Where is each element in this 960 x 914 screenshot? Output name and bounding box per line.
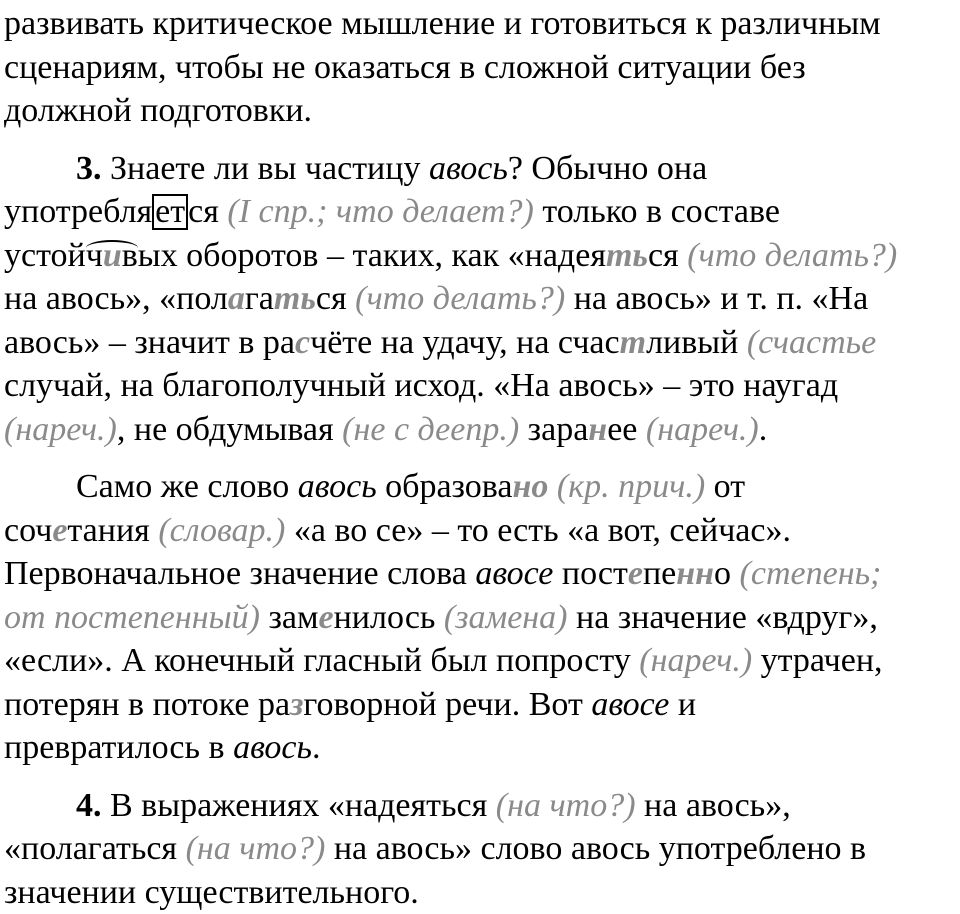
text: от xyxy=(705,468,745,505)
text: должной подготовки. xyxy=(4,92,312,129)
text-line xyxy=(4,277,960,321)
annotation: (степень; xyxy=(740,555,882,592)
annotation: (I спр.; что делает?) xyxy=(227,193,533,230)
text-line xyxy=(4,596,960,640)
highlighted-letter: ть xyxy=(606,237,648,274)
item-number: 4. xyxy=(76,787,102,824)
text-line xyxy=(4,784,960,828)
text-line xyxy=(4,364,960,408)
annotation: (что делать?) xyxy=(687,237,897,274)
text: утрачен, xyxy=(752,642,882,679)
text-line xyxy=(4,2,960,46)
text: на значение «вдруг», xyxy=(568,599,878,636)
annotation: (нареч.) xyxy=(4,411,117,448)
text-line xyxy=(4,509,960,553)
text: чёте на удачу, на счас xyxy=(310,324,620,361)
text: на авось» и т. п. «На xyxy=(565,280,868,317)
annotation: (не с деепр.) xyxy=(342,411,519,448)
text: В выражениях «надеяться xyxy=(102,787,496,824)
text: на авось», «пол xyxy=(4,280,228,317)
text: нилось xyxy=(334,599,444,636)
text: Само же слово xyxy=(76,468,298,505)
text: случай, на благополучный исход. «На авось» – это наугад xyxy=(4,367,838,404)
text-line xyxy=(4,147,960,191)
document-body xyxy=(4,2,960,914)
highlighted-letter: т xyxy=(620,324,646,361)
text: ых оборотов – таких, как «надея xyxy=(138,237,606,274)
text-line xyxy=(4,321,960,365)
text: ливый xyxy=(646,324,747,361)
italic-word: авось xyxy=(298,468,377,505)
text: пост xyxy=(553,555,628,592)
highlighted-letter: и xyxy=(103,237,122,274)
text: сценариям, чтобы не оказаться в сложной ситуации без xyxy=(4,49,806,86)
text: значении существительного. xyxy=(4,874,419,911)
text: ? Обычно она xyxy=(508,150,707,187)
text: . xyxy=(759,411,768,448)
text-line xyxy=(4,89,960,133)
text: развивать критическое мышление и готовиться к различным xyxy=(4,5,881,42)
text: Первоначальное значение слова xyxy=(4,555,475,592)
highlighted-letter: е xyxy=(52,512,67,549)
text-line xyxy=(4,552,960,596)
text: только в составе xyxy=(534,193,780,230)
text: , не обдумывая xyxy=(117,411,342,448)
highlighted-letter: е xyxy=(628,555,643,592)
italic-word: авосе xyxy=(591,686,669,723)
text-line xyxy=(4,639,960,683)
annotation: от постепенный) xyxy=(4,599,260,636)
text: превратилось в xyxy=(4,729,233,766)
text: авось» – значит в ра xyxy=(4,324,295,361)
text: «а во се» – то есть «а вот, сейчас». xyxy=(285,512,791,549)
text-line xyxy=(4,190,960,234)
text: о xyxy=(714,555,740,592)
highlighted-letter: нн xyxy=(676,555,714,592)
text: ся xyxy=(188,193,227,230)
text-line xyxy=(4,408,960,452)
highlighted-letter: н xyxy=(588,411,607,448)
highlighted-letter: е xyxy=(319,599,334,636)
text-line xyxy=(4,46,960,90)
text: ее xyxy=(607,411,646,448)
text-line xyxy=(4,827,960,871)
text: образова xyxy=(377,468,513,505)
text-line xyxy=(4,465,960,509)
highlighted-letter: но xyxy=(513,468,549,505)
text: . xyxy=(312,729,321,766)
annotation: (замена) xyxy=(444,599,568,636)
highlighted-letter: ть xyxy=(274,280,316,317)
text: зара xyxy=(519,411,588,448)
italic-word: авось xyxy=(429,150,508,187)
italic-word: авось xyxy=(233,729,312,766)
text-line xyxy=(4,683,960,727)
annotation: (нареч.) xyxy=(639,642,752,679)
highlighted-letter: с xyxy=(295,324,310,361)
text: Знаете ли вы частицу xyxy=(102,150,429,187)
text: зам xyxy=(260,599,319,636)
text-line xyxy=(4,234,960,278)
text: устой xyxy=(4,237,86,274)
annotation: (кр. прич.) xyxy=(548,468,705,505)
ending-box: ет xyxy=(152,194,188,230)
item-number: 3. xyxy=(76,150,102,187)
annotation: (словар.) xyxy=(158,512,285,549)
highlighted-letter: а xyxy=(228,280,245,317)
text: ся xyxy=(648,237,687,274)
annotation: (счастье xyxy=(747,324,876,361)
highlighted-letter: з xyxy=(290,686,303,723)
text: на авось» слово авось употреблено в xyxy=(325,830,866,867)
italic-word: авосе xyxy=(475,555,553,592)
text-line xyxy=(4,871,960,914)
text: «полагаться xyxy=(4,830,186,867)
text: ч xyxy=(86,237,103,274)
annotation: (нареч.) xyxy=(646,411,759,448)
text: пе xyxy=(643,555,676,592)
text-line xyxy=(4,726,960,770)
text: в xyxy=(122,237,138,274)
annotation: (что делать?) xyxy=(355,280,565,317)
text: га xyxy=(245,280,274,317)
text: ся xyxy=(316,280,355,317)
text: тания xyxy=(67,512,158,549)
text: «если». А конечный гласный был попросту xyxy=(4,642,639,679)
text: говорной речи. Вот xyxy=(303,686,591,723)
text: и xyxy=(669,686,696,723)
text: на авось», xyxy=(636,787,791,824)
text: потерян в потоке ра xyxy=(4,686,290,723)
annotation: (на что?) xyxy=(496,787,636,824)
root-arc xyxy=(86,234,138,278)
text: соч xyxy=(4,512,52,549)
text: употребля xyxy=(4,193,152,230)
annotation: (на что?) xyxy=(186,830,326,867)
